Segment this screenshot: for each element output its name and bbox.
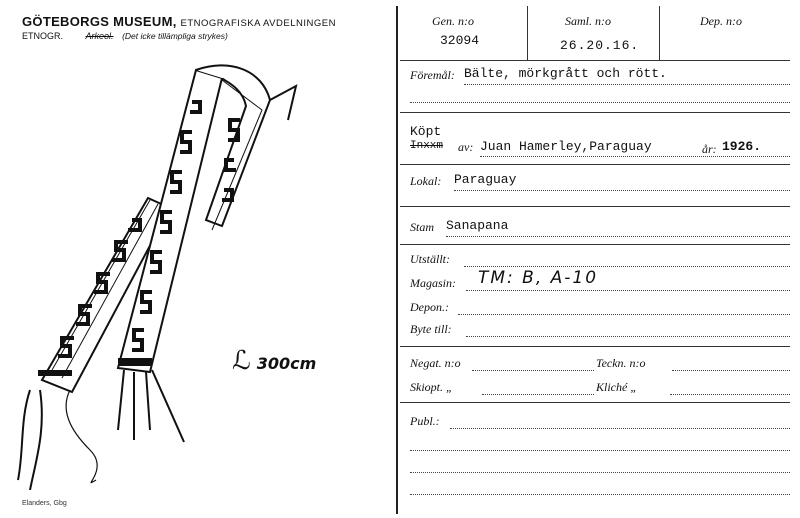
foremal-label: Föremål: <box>410 68 455 82</box>
stam-value: Sanapana <box>446 218 509 233</box>
teckn-label: Teckn. n:o <box>596 356 646 370</box>
depon-label: Depon.: <box>410 300 449 314</box>
museum-header <box>22 14 336 29</box>
column-rule <box>527 6 528 60</box>
publ-label: Publ.: <box>410 414 440 428</box>
magasin-label: Magasin: <box>410 276 456 290</box>
year-label: år: <box>702 142 717 156</box>
column-rule <box>659 6 660 60</box>
length-symbol-icon: ℒ <box>232 346 251 376</box>
length-annotation <box>232 346 316 376</box>
drawing-panel <box>0 0 398 518</box>
dep-label: Dep. n:o <box>700 14 742 28</box>
foremal-value: Bälte, mörkgrått och rött. <box>464 66 667 81</box>
saml-label: Saml. n:o <box>565 14 611 28</box>
byte-label: Byte till: <box>410 322 452 336</box>
year-value: 1926. <box>722 139 762 154</box>
strike-note: (Det icke tillämpliga strykes) <box>122 31 228 41</box>
struck-acquisition: Inxxm <box>410 140 444 152</box>
printer-mark: Elanders, Gbg <box>22 500 67 507</box>
acquisition-type: Köpt <box>410 124 442 139</box>
stam-label: Stam <box>410 220 434 234</box>
catalog-card <box>400 0 800 518</box>
department-name: ETNOGRAFISKA AVDELNINGEN <box>180 18 336 29</box>
seller-value: Juan Hamerley,Paraguay <box>480 139 652 154</box>
category-prefix: ETNOGR. <box>22 31 64 41</box>
struck-category: Arkeol. <box>85 31 114 41</box>
card-divider <box>396 6 398 514</box>
gen-label: Gen. n:o <box>432 14 474 28</box>
belt-drawing <box>0 50 330 490</box>
skiopt-label: Skiopt. „ <box>410 380 453 394</box>
av-label: av: <box>458 140 474 154</box>
lokal-label: Lokal: <box>410 174 442 188</box>
header-rule <box>400 60 790 61</box>
museum-name: GÖTEBORGS MUSEUM, <box>22 14 177 29</box>
category-line <box>22 31 228 41</box>
length-value: 300cm <box>256 354 317 373</box>
gen-value: 32094 <box>440 33 480 48</box>
negat-label: Negat. n:o <box>410 356 461 370</box>
lokal-value: Paraguay <box>454 172 517 187</box>
kliche-label: Kliché „ <box>596 380 637 394</box>
saml-value: 26.20.16. <box>560 38 640 53</box>
magasin-value: TM: B, A-10 <box>478 268 599 288</box>
utstallt-label: Utställt: <box>410 252 451 266</box>
